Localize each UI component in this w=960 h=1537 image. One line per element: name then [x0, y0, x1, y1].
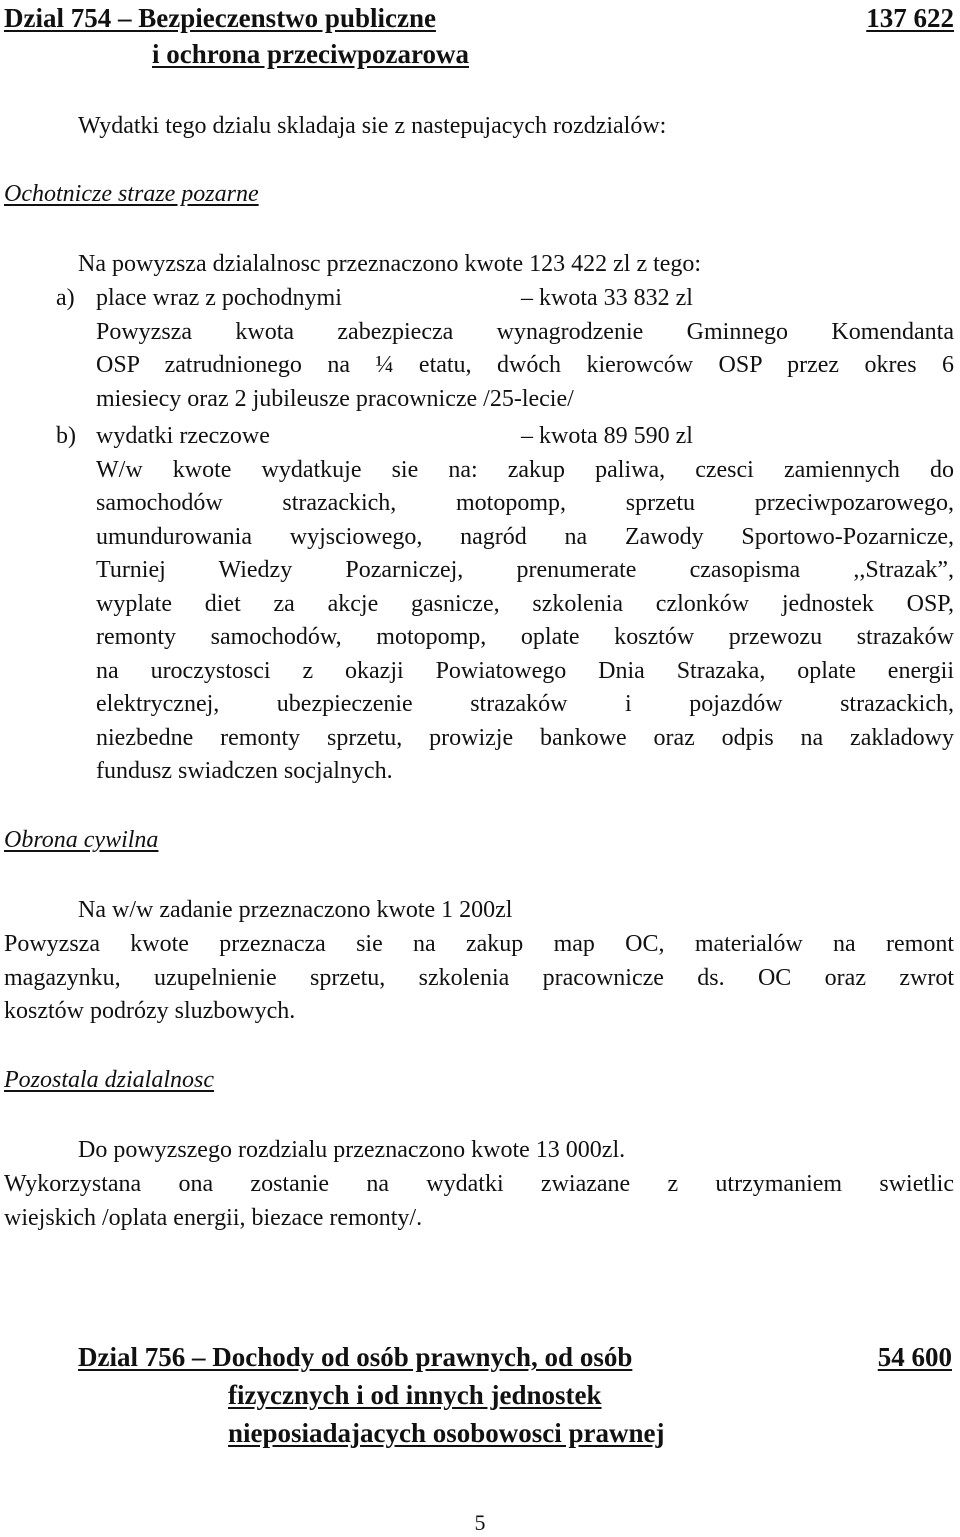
- pozostala-heading: Pozostala dzialalnosc: [4, 1067, 215, 1093]
- osp-item-a-marker: a): [56, 285, 75, 311]
- osp-item-b-line: samochodów strazackich, motopomp, sprzetu przeciwpozarowego,: [96, 490, 954, 516]
- section-754-title: [4, 0, 764, 72]
- section-754-amount: 137 622: [866, 3, 954, 33]
- section-754-intro: Wydatki tego dzialu skladaja sie z nastepujacych rozdzialów:: [78, 113, 667, 139]
- osp-item-b-line: W/w kwote wydatkuje sie na: zakup paliwa, czesci zamiennych do: [96, 456, 954, 483]
- section-756-title-line1: Dzial 756 – Dochody od osób prawnych, od osób: [78, 1342, 633, 1372]
- osp-item-b-label: wydatki rzeczowe: [96, 423, 270, 449]
- osp-item-a-line: Powyzsza kwota zabezpiecza wynagrodzenie Gminnego Komendanta: [96, 318, 954, 345]
- osp-item-a-description: [96, 316, 954, 417]
- section-756-title-line3: nieposiadajacych osobowosci prawnej: [228, 1418, 665, 1448]
- section-756-amount: 54 600: [877, 1342, 952, 1372]
- pozostala-body-line: wiejskich /oplata energii, biezace remonty/.: [4, 1204, 423, 1231]
- osp-item-b-line: wyplate diet za akcje gasnicze, szkolenia czlonków jednostek OSP,: [96, 590, 954, 617]
- pozostala-body: [4, 1168, 954, 1235]
- osp-item-a-amount: – kwota 33 832 zl: [521, 285, 693, 311]
- obrona-heading: Obrona cywilna: [4, 827, 159, 853]
- osp-item-b-line: na uroczystosci z okazji Powiatowego Dnia Strazaka, oplate energii: [96, 657, 954, 684]
- osp-item-b-line: umundurowania wyjsciowego, nagród na Zawody Sportowo-Pozarnicze,: [96, 523, 954, 550]
- osp-item-b-description: [96, 454, 954, 789]
- section-754-title-line2: i ochrona przeciwpozarowa: [152, 39, 469, 69]
- obrona-body: [4, 928, 954, 1029]
- osp-item-b-line: remonty samochodów, motopomp, oplate kosztów przewozu strazaków: [96, 624, 954, 650]
- osp-item-a-line: OSP zatrudnionego na ¼ etatu, dwóch kierowców OSP przez okres 6: [96, 352, 954, 378]
- osp-item-b-line: fundusz swiadczen socjalnych.: [96, 758, 393, 784]
- osp-item-b-line: elektrycznej, ubezpieczenie strazaków i pojazdów strazackich,: [96, 691, 954, 717]
- obrona-body-line: kosztów podrózy sluzbowych.: [4, 998, 296, 1024]
- osp-intro: Na powyzsza dzialalnosc przeznaczono kwote 123 422 zl z tego:: [78, 251, 702, 277]
- osp-item-a-label: place wraz z pochodnymi: [96, 285, 342, 311]
- osp-item-b-line: Turniej Wiedzy Pozarniczej, prenumerate czasopisma ,,Strazak”,: [96, 557, 954, 583]
- osp-item-b-marker: b): [56, 423, 76, 449]
- osp-item-b-amount: – kwota 89 590 zl: [521, 423, 693, 449]
- pozostala-body-line: Wykorzystana ona zostanie na wydatki zwiazane z utrzymaniem swietlic: [4, 1171, 954, 1197]
- osp-item-a: [56, 282, 954, 416]
- osp-item-b-line: niezbedne remonty sprzetu, prowizje bankowe oraz odpis na zakladowy: [96, 724, 954, 751]
- osp-item-a-line: miesiecy oraz 2 jubileusze pracownicze /25-lecie/: [96, 385, 574, 412]
- section-756-title: [78, 1338, 778, 1452]
- osp-item-b: [56, 420, 954, 789]
- osp-heading: Ochotnicze straze pozarne: [4, 181, 259, 207]
- obrona-body-line: Powyzsza kwote przeznacza sie na zakup map OC, materialów na remont: [4, 931, 954, 957]
- pozostala-intro: Do powyzszego rozdzialu przeznaczono kwote 13 000zl.: [78, 1137, 626, 1163]
- page-number: 5: [474, 1510, 486, 1535]
- section-756-title-line2: fizycznych i od innych jednostek: [228, 1380, 602, 1410]
- obrona-intro: Na w/w zadanie przeznaczono kwote 1 200zl: [78, 897, 513, 923]
- section-754-title-line1: Dzial 754 – Bezpieczenstwo publiczne: [4, 3, 436, 33]
- obrona-body-line: magazynku, uzupelnienie sprzetu, szkolenia pracownicze ds. OC oraz zwrot: [4, 964, 954, 991]
